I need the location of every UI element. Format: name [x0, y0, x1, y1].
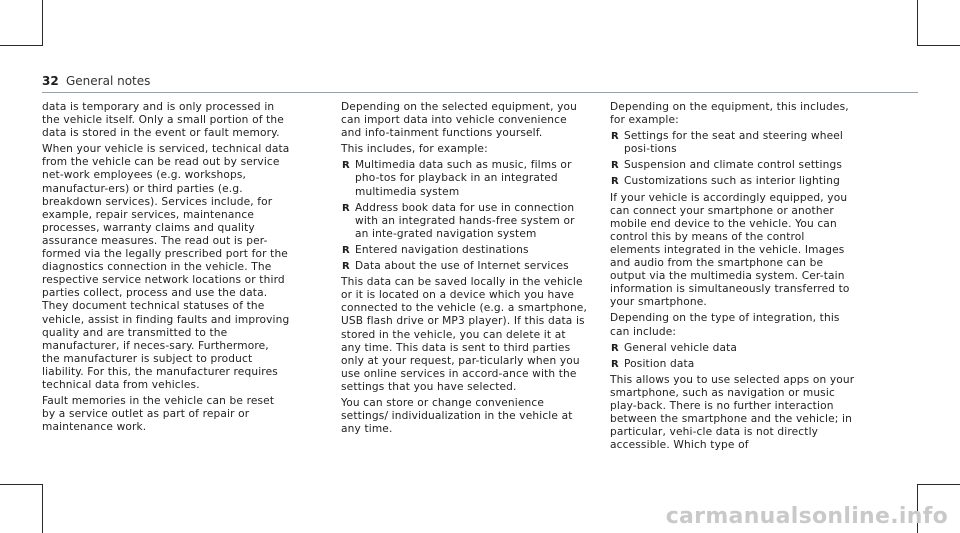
header-rule [42, 92, 918, 93]
paragraph: Fault memories in the vehicle can be reset by a service outlet as part of repair or maintenance work. [42, 395, 275, 434]
bullet-icon: R [611, 342, 619, 354]
list-item-text: Data about the use of Internet services [355, 260, 569, 273]
list-item [610, 342, 858, 355]
crop-mark [917, 45, 960, 46]
crop-mark [0, 484, 43, 485]
list-item [610, 159, 858, 172]
crop-mark [0, 45, 43, 46]
list-item-text: Suspension and climate control settings [624, 159, 842, 172]
paragraph: You can store or change convenience settings/ individualization in the vehicle at any time. [341, 396, 573, 436]
list-item-text: Entered navigation destinations [355, 243, 529, 256]
list-item [341, 244, 589, 257]
paragraph: This allows you to use selected apps on your smartphone, such as navigation or music play-back. There is no further interaction between the smartphone and the vehicle; in particular, vehi-cle data is not directly accessible. Which type of [610, 373, 855, 452]
crop-mark [42, 484, 43, 533]
crop-mark [917, 0, 918, 46]
list-item [610, 130, 858, 156]
crop-mark [917, 484, 960, 485]
crop-mark [42, 0, 43, 46]
list-item-text: Customizations such as interior lighting [624, 175, 840, 188]
paragraph: If your vehicle is accordingly equipped, you can connect your smartphone or another mobile end device to the vehicle. You can control this by means of the control elements integrated in the vehicle. Images and audio from the smartphone can be output via the multimedia system. Cer-tain information is simultaneously transferred to your smartphone. [610, 191, 850, 309]
bullet-icon: R [342, 202, 350, 214]
watermark-logo: carmanualsonline.info [665, 504, 948, 529]
list-item-text: Settings for the seat and steering wheel posi-tions [624, 130, 844, 156]
list-item-text: Position data [624, 357, 695, 370]
bullet-icon: R [342, 261, 350, 273]
list-item [341, 159, 589, 198]
page-number: 32 [42, 74, 59, 88]
bullet-icon: R [342, 160, 350, 172]
bullet-icon: R [342, 244, 350, 256]
list-item-text: General vehicle data [624, 341, 738, 354]
bullet-icon: R [611, 131, 619, 143]
list-item [610, 175, 858, 188]
paragraph: This includes, for example: [341, 143, 488, 156]
list-item [610, 358, 858, 371]
paragraph: When your vehicle is serviced, technical data from the vehicle can be read out by service net-work employees (e.g. workshops, manufactur-ers) or third parties (e.g. breakdown services). Services include, for example, repair services, maintenance processes, warranty claims and quality assurance measures. The read out is per-formed via the legally prescribed port for the diagnostics connection in the vehicle. The respective service network locations or third parties collect, process and use the data. They document technical statuses of the vehicle, assist in finding faults and improving quality and are transmitted to the manufacturer, if neces-sary. Furthermore, the manufacturer is subject to product liability. For this, the manufacturer requires technical data from vehicles. [42, 143, 290, 391]
section-title: General notes [66, 74, 151, 88]
list-item-text: Address book data for use in connection with an integrated hands-free system or an inte-grated navigation system [355, 201, 575, 240]
bullet-list [610, 342, 858, 371]
list-item [341, 260, 589, 273]
paragraph: Depending on the selected equipment, you can import data into vehicle convenience and info-tainment functions yourself. [341, 101, 578, 140]
paragraph: This data can be saved locally in the vehicle or it is located on a device which you have connected to the vehicle (e.g. a smartphone, USB flash drive or MP3 player). If this data is stored in the vehicle, you can delete it at any time. This data is sent to third parties only at your request, par-ticularly when you use online services in accord-ance with the settings that you have selected. [341, 276, 587, 393]
text-column-1 [42, 101, 290, 437]
bullet-icon: R [611, 160, 619, 172]
paragraph: Depending on the type of integration, this can include: [610, 312, 840, 338]
paragraph: Depending on the equipment, this includes, for example: [610, 101, 849, 127]
bullet-icon: R [611, 358, 619, 370]
bullet-list [341, 159, 589, 273]
bullet-list [610, 130, 858, 188]
page-header [42, 70, 918, 94]
paragraph: data is temporary and is only processed in the vehicle itself. Only a small portion of the data is stored in the event or fault memory. [42, 101, 284, 140]
text-column-3 [610, 101, 858, 455]
list-item-text: Multimedia data such as music, films or pho-tos for playback in an integrated multimedia system [355, 159, 572, 198]
list-item [341, 202, 589, 241]
bullet-icon: R [611, 176, 619, 188]
text-column-2 [341, 101, 589, 439]
